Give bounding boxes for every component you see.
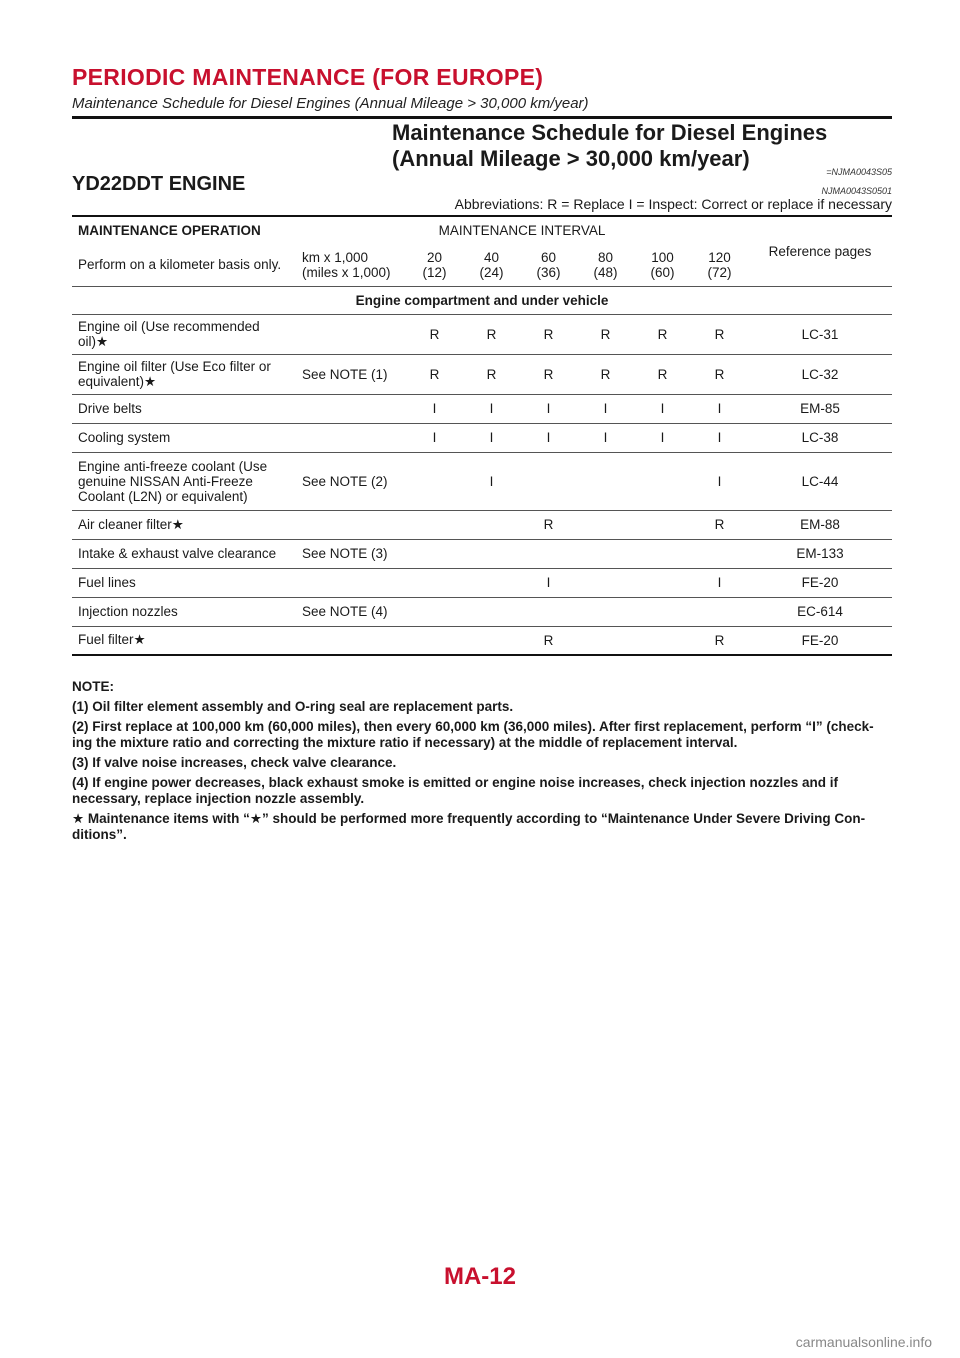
row-item: Intake & exhaust valve clearance (72, 539, 296, 568)
interval-cell: I (634, 423, 691, 452)
row-item: Cooling system (72, 423, 296, 452)
interval-cell: R (520, 626, 577, 655)
interval-cell: I (463, 423, 520, 452)
row-ref: LC-32 (748, 354, 892, 394)
interval-cell (406, 568, 463, 597)
interval-cell (406, 539, 463, 568)
interval-cell: I (634, 394, 691, 423)
row-ref: EM-85 (748, 394, 892, 423)
interval-cell (463, 568, 520, 597)
interval-cell (406, 597, 463, 626)
interval-cell: I (463, 452, 520, 510)
interval-cell: R (463, 314, 520, 354)
row-item: Injection nozzles (72, 597, 296, 626)
group-title: Engine compartment and under vehicle (72, 286, 892, 314)
interval-cell: I (691, 394, 748, 423)
note-item: (4) If engine power decreases, black exhaust smoke is emitted or engine noise increases, check injection nozzles and if necessary, replace injection nozzle assembly. (72, 775, 839, 806)
interval-cell: R (691, 626, 748, 655)
ref-header: Reference pages (748, 216, 892, 286)
table-row (72, 597, 892, 626)
interval-cell: R (406, 314, 463, 354)
interval-km: 120 (708, 249, 731, 265)
interval-cell: I (463, 394, 520, 423)
interval-cell (577, 510, 634, 539)
header-divider (72, 116, 892, 119)
interval-cell (463, 510, 520, 539)
section-code: =NJMA0043S05 (826, 167, 892, 177)
interval-cell: I (577, 394, 634, 423)
table-row (72, 423, 892, 452)
interval-km: 80 (597, 249, 614, 265)
interval-miles: (60) (650, 264, 675, 280)
interval-cell (520, 452, 577, 510)
interval-cell (463, 597, 520, 626)
interval-miles: (24) (479, 264, 504, 280)
interval-cell: R (520, 354, 577, 394)
interval-cell (577, 626, 634, 655)
row-item: Fuel lines (72, 568, 296, 597)
interval-cell: I (406, 394, 463, 423)
interval-miles: (48) (593, 264, 618, 280)
notes-section (72, 679, 892, 847)
row-item: Air cleaner filter★ (72, 510, 296, 539)
table-row (72, 452, 892, 510)
section-title-line2: (Annual Mileage > 30,000 km/year) (392, 146, 750, 171)
interval-cell (406, 510, 463, 539)
interval-cell (634, 568, 691, 597)
interval-cell: I (520, 568, 577, 597)
row-note (296, 510, 406, 539)
interval-cell (463, 539, 520, 568)
interval-cell: R (577, 314, 634, 354)
row-note (296, 314, 406, 354)
engine-title: YD22DDT ENGINE (72, 173, 246, 195)
interval-col-header (520, 244, 577, 286)
note-item: (2) First replace at 100,000 km (60,000 miles), then every 60,000 km (36,000 miles). After first replacement, perform “I” (check-ing the mixture ratio and correcting the mixture ratio if necessary) at the middle of replacement interval. (72, 719, 874, 750)
interval-cell: I (577, 423, 634, 452)
table-row (72, 354, 892, 394)
interval-header: MAINTENANCE INTERVAL (296, 216, 748, 244)
interval-col-header (691, 244, 748, 286)
row-ref: LC-31 (748, 314, 892, 354)
row-item: Engine anti-freeze coolant (Use genuine NISSAN Anti-Freeze Coolant (L2N) or equivalent) (72, 452, 296, 510)
interval-cell: I (520, 394, 577, 423)
interval-col-header (463, 244, 520, 286)
interval-cell: I (520, 423, 577, 452)
interval-cell: I (691, 568, 748, 597)
interval-cell (634, 626, 691, 655)
row-item: Engine oil (Use recommended oil)★ (72, 314, 296, 354)
interval-miles: (12) (422, 264, 447, 280)
interval-cell: R (634, 354, 691, 394)
table-row (72, 539, 892, 568)
interval-miles: (36) (536, 264, 561, 280)
interval-cell (634, 452, 691, 510)
page-number: MA-12 (443, 1263, 516, 1290)
interval-cell: R (520, 314, 577, 354)
section-title (392, 120, 892, 172)
interval-cell (577, 568, 634, 597)
unit-label: km x 1,000 (miles x 1,000) (296, 244, 406, 286)
row-note: See NOTE (3) (296, 539, 406, 568)
abbreviations-legend: Abbreviations: R = Replace I = Inspect: Correct or replace if necessary (454, 196, 892, 212)
interval-col-header (577, 244, 634, 286)
row-ref: FE-20 (748, 568, 892, 597)
interval-km: 40 (483, 249, 500, 265)
interval-cell (634, 510, 691, 539)
interval-col-header (634, 244, 691, 286)
interval-cell: R (520, 510, 577, 539)
row-item: Drive belts (72, 394, 296, 423)
row-item: Fuel filter★ (72, 626, 296, 655)
row-item: Engine oil filter (Use Eco filter or equivalent)★ (72, 354, 296, 394)
page-header-subtitle: Maintenance Schedule for Diesel Engines (Annual Mileage > 30,000 km/year) (72, 95, 589, 112)
maintenance-schedule-table (72, 215, 892, 656)
table-row (72, 626, 892, 655)
interval-cell (577, 539, 634, 568)
interval-cell: R (691, 510, 748, 539)
interval-cell: R (691, 314, 748, 354)
note-item: (3) If valve noise increases, check valve clearance. (72, 755, 397, 770)
row-ref: LC-38 (748, 423, 892, 452)
interval-cell: R (691, 354, 748, 394)
interval-miles: (72) (707, 264, 732, 280)
interval-cell: I (691, 452, 748, 510)
row-ref: FE-20 (748, 626, 892, 655)
interval-km: 20 (426, 249, 443, 265)
interval-cell (520, 539, 577, 568)
row-ref: EC-614 (748, 597, 892, 626)
interval-cell (634, 597, 691, 626)
interval-cell (577, 597, 634, 626)
interval-cell: R (406, 354, 463, 394)
row-ref: LC-44 (748, 452, 892, 510)
op-header: MAINTENANCE OPERATION (72, 216, 296, 244)
table-row (72, 568, 892, 597)
interval-col-header (406, 244, 463, 286)
page-header-title: PERIODIC MAINTENANCE (FOR EUROPE) (72, 64, 544, 90)
engine-code: NJMA0043S0501 (821, 186, 892, 196)
interval-cell (634, 539, 691, 568)
interval-cell (463, 626, 520, 655)
notes-heading: NOTE: (72, 679, 114, 694)
row-note: See NOTE (2) (296, 452, 406, 510)
interval-cell (520, 597, 577, 626)
row-ref: EM-88 (748, 510, 892, 539)
row-note (296, 568, 406, 597)
interval-cell (691, 539, 748, 568)
note-item: ★ Maintenance items with “★” should be performed more frequently according to “Maintenance Under Severe Driving Con-ditions”. (72, 811, 866, 842)
note-item: (1) Oil filter element assembly and O-ring seal are replacement parts. (72, 699, 514, 714)
table-row (72, 394, 892, 423)
table-row (72, 314, 892, 354)
row-note (296, 423, 406, 452)
interval-km: 60 (540, 249, 557, 265)
interval-cell (406, 626, 463, 655)
interval-cell: R (634, 314, 691, 354)
row-ref: EM-133 (748, 539, 892, 568)
perform-label: Perform on a kilometer basis only. (72, 244, 296, 286)
interval-cell: I (406, 423, 463, 452)
interval-cell (691, 597, 748, 626)
interval-cell (406, 452, 463, 510)
row-note: See NOTE (4) (296, 597, 406, 626)
table-row (72, 510, 892, 539)
interval-cell: I (691, 423, 748, 452)
interval-cell: R (577, 354, 634, 394)
row-note (296, 626, 406, 655)
section-title-line1: Maintenance Schedule for Diesel Engines (392, 120, 828, 145)
interval-cell: R (463, 354, 520, 394)
interval-km: 100 (651, 249, 674, 265)
interval-cell (577, 452, 634, 510)
footer-watermark: carmanualsonline.info (795, 1334, 932, 1350)
row-note (296, 394, 406, 423)
row-note: See NOTE (1) (296, 354, 406, 394)
